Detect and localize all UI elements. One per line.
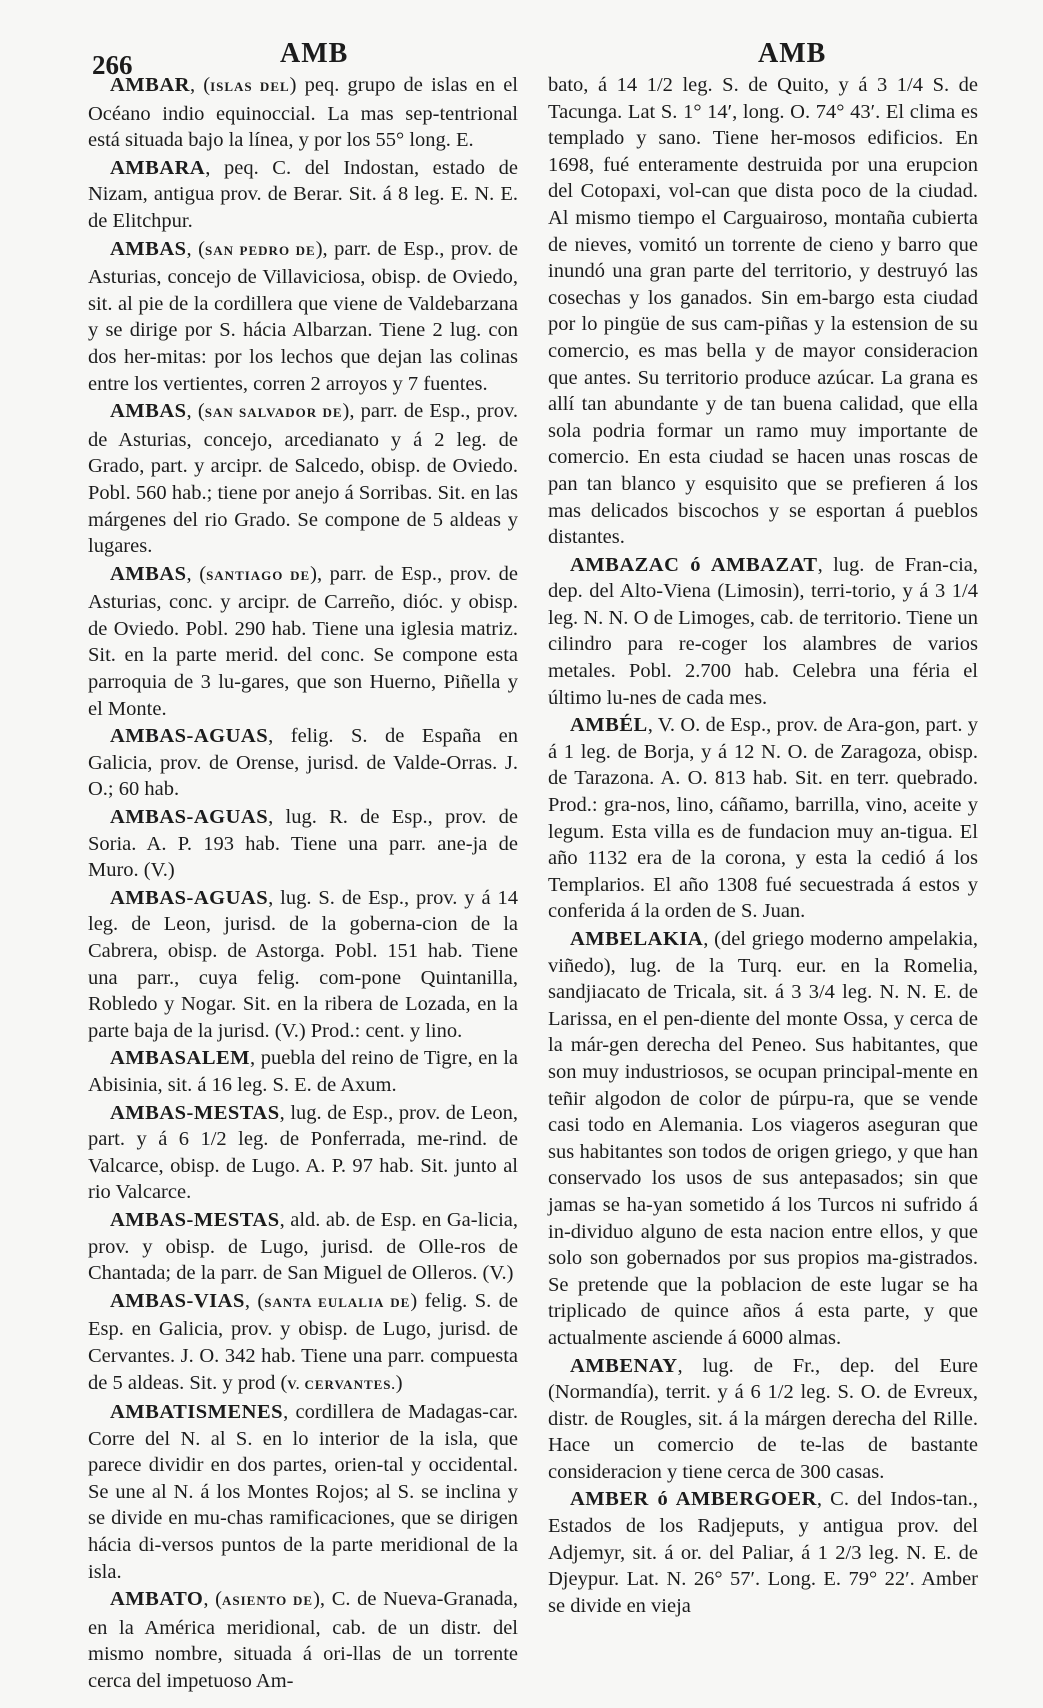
dictionary-entry [88, 885, 518, 1045]
entry-text: , ( [244, 1289, 265, 1312]
dictionary-entry [88, 1288, 518, 1398]
entry-text: , V. O. de Esp., prov. de Ara-gon, part. y á 1 leg. de Borja, y á 12 N. O. de Zaragoza, obisp. de Tarazona. A. O. 813 hab. Sit. en terr. quebrado. Prod.: gra-nos, lino, cáñamo, barrilla, vino, aceite y legum. Esta villa es de fundacion muy an-tigua. El año 1132 era de la corona, y esta la cedió á los Templarios. El año 1308 fué secuestrada á estos y conferida á la orden de S. Juan. [548, 714, 978, 923]
entry-text: , felig. S. de España en Galicia, prov. de Orense, jurisd. de Valde-Orras. J. O.; 60 hab. [88, 725, 518, 801]
entry-text: , cordillera de Madagas-car. Corre del N. al S. en lo interior de la isla, que parece dividir en dos partes, orien-tal y occidental. Se une al N. á los Montes Rojos; al S. se inclina y se divide en mu-chas ramificaciones, que se dirigen hácia di-versos puntos de la parte meridional de la isla. [88, 1401, 518, 1583]
entry-text: , lug. de Fran-cia, dep. del Alto-Viena (Limosin), terri-torio, y á 3 1/4 leg. N. N. O de Limoges, cab. de territorio. Tiene un cilindro para re-coger los alambres de varios metales. Pobl. 2.700 hab. Celebra una féria el último lu-nes de cada mes. [548, 553, 979, 709]
running-head-left: AMB [280, 38, 349, 69]
entry-headword: AMBAS-AGUAS [110, 886, 269, 909]
entry-text: , ( [186, 562, 207, 585]
entry-headword: AMBAS-AGUAS [110, 725, 269, 748]
entry-text: bato, á 14 1/2 leg. S. de Quito, y á 3 1/4 S. de Tacunga. Lat S. 1° 14′, long. O. 74° 43′. El clima es templado y sano. Tiene her-mosos edificios. En 1698, fué enteramente destruida por una erupcion del Cotopaxi, vol-can que dista poco de la ciudad. Al mismo tiempo el Carguairoso, montaña cubierta de nieves, vomitó un torrente de cieno y barro que inundó una gran parte del territorio, y destruyó las cosechas y los ganados. Sin em-bargo esta ciudad por lo pingüe de sus cam-piñas y la estension de su comercio, es mas bella y de mayor consideracion que antes. Su territorio produce azúcar. La grana es allí tan abundante y de tan buena calidad, que ella sola podria formar un ramo muy importante de comercio. En esta ciudad se hacen unas roscas de pan tan blanco y esquisito que se prefieren á los mas delicados biscochos y se esportan á pueblos distantes. [548, 74, 978, 549]
dictionary-entry [548, 552, 978, 712]
page-number: 266 [92, 50, 133, 80]
entry-text: , ald. ab. de Esp. en Ga-licia, prov. y obisp. de Lugo, jurisd. de Olle-ros de Chantada; de la parr. de San Miguel de Olleros. (V.) [88, 1208, 518, 1285]
entry-headword: AMBATO [110, 1588, 204, 1611]
entry-text: , ( [186, 400, 205, 423]
entry-text: , (del griego moderno ampelakia, viñedo), lug. de la Turq. eur. en la Romelia, sandjiacato de Tricala, sit. á 3 3/4 leg. N. N. E. de Larissa, en el pen-diente del monte Ossa, y cerca de la már-gen derecha del Peneo. Sus habitantes, que son muy industriosos, se ocupan principal-mente en teñir algodon de color de púrpu-ra, que se vende casi todo en Alemania. Los viageros aseguran que sus habitantes son todos de origen griego, y que han conservado los usos de sus antepasados; sin que jamas se ha-yan sometido á los Turcos ni sufrido á in-dividuo alguno de esta nacion entre ellos, y que solo son gobernados por sus propios ma-gistrados. Se pretende que la poblacion de este lugar se ha triplicado de quince años á esta parte, y que actualmente asciende á 6000 almas. [548, 928, 978, 1349]
dictionary-entry [88, 398, 518, 560]
entry-headword: AMBELAKIA [570, 928, 704, 950]
entry-text: , lug. de Esp., prov. de Leon, part. y á 6 1/2 leg. de Ponferrada, me-rind. de Valcarce, obisp. de Lugo. A. P. 97 hab. Sit. junto al rio Valcarce. [88, 1101, 518, 1204]
entry-text: ) [395, 1371, 403, 1394]
entry-smallcaps: SANTIAGO DE [206, 567, 311, 583]
entry-smallcaps: SAN PEDRO DE [204, 242, 316, 258]
entry-headword: AMBAS [110, 237, 187, 260]
dictionary-entry [88, 1207, 518, 1287]
entry-headword: AMBER ó AMBERGOER [570, 1488, 817, 1511]
dictionary-entry [88, 804, 518, 884]
entry-text: , peq. C. del Indostan, estado de Nizam, antigua prov. de Berar. Sit. á 8 leg. E. N. E. de Elitchpur. [88, 156, 518, 232]
entry-smallcaps: ASIENTO DE [221, 1593, 314, 1609]
entry-smallcaps: SAN SALVADOR DE [204, 405, 343, 421]
dictionary-entry [88, 72, 518, 154]
right-column [548, 72, 978, 1620]
dictionary-entry [548, 72, 978, 551]
entry-smallcaps: SANTA EULALIA DE [264, 1294, 411, 1310]
entry-text: ) peq. grupo de islas en el Océano indio equinoccial. La mas sep-tentrional está situada bajo la línea, y por los 55° long. E. [88, 74, 518, 152]
entry-headword: AMBARA [110, 156, 206, 179]
entry-headword: AMBENAY [570, 1354, 678, 1377]
entry-text: , lug. de Fr., dep. del Eure (Normandía), territ. y á 6 1/2 leg. S. O. de Evreux, distr. de Rougles, sit. á la márgen derecha del Rille. Hace un comercio de te-las de bastante consideracion y tiene cerca de 300 casas. [548, 1354, 978, 1483]
entry-text: , lug. S. de Esp., prov. y á 14 leg. de Leon, jurisd. de la goberna-cion de la Cabrera, obisp. de Astorga. Pobl. 151 hab. Tiene una parr., cuya felig. com-pone Quintanilla, Robledo y Nogar. Sit. en la ribera de Lozada, en la parte baja de la jurisd. (V.) Prod.: cent. y lino. [88, 886, 518, 1042]
entry-headword: AMBAS-MESTAS [110, 1208, 280, 1231]
entry-text: , puebla del reino de Tigre, en la Abisinia, sit. á 16 leg. S. E. de Axum. [88, 1047, 518, 1096]
entry-headword: AMBASALEM [110, 1047, 251, 1070]
entry-text: , lug. R. de Esp., prov. de Soria. A. P. 193 hab. Tiene una parr. ane-ja de Muro. (V.) [88, 806, 518, 882]
dictionary-entry [88, 1586, 518, 1694]
entry-headword: AMBAZAC ó AMBAZAT [570, 553, 818, 576]
entry-headword: AMBAS-VIAS [110, 1289, 245, 1312]
entry-text: , ( [203, 1588, 222, 1611]
entry-headword: AMBAS [110, 562, 187, 585]
entry-text: ) felig. S. de Esp. en Galicia, prov. y obisp. de Lugo, jurisd. de Cervantes. J. O. 342 hab. Tiene una parr. compuesta de 5 aldeas. Sit. y prod ( [88, 1289, 519, 1394]
entry-text: ), parr. de Esp., prov. de Asturias, concejo, arcedianato y á 2 leg. de Grado, part. y arcipr. de Salcedo, obisp. de Oviedo. Pobl. 560 hab.; tiene por anejo á Sorribas. Sit. en las márgenes del rio Grado. Se compone de 5 aldeas y lugares. [88, 400, 518, 558]
entry-headword: AMBAS-AGUAS [110, 806, 269, 829]
entry-headword: AMBÉL [570, 714, 648, 737]
dictionary-entry [548, 712, 978, 925]
entry-text: ), parr. de Esp., prov. de Asturias, concejo de Villaviciosa, obisp. de Oviedo, sit. al pie de la cordillera que viene de Valdebarzana y se dirige por S. hácia Albarzan. Tiene 2 lug. con dos her-mitas: por los lechos que dejan las colinas entre los vertientes, corren 2 arroyos y 7 fuentes. [88, 237, 518, 395]
dictionary-entry [88, 1399, 518, 1585]
entry-text: , ( [186, 237, 205, 260]
entry-smallcaps: ISLAS DEL [210, 79, 290, 94]
entry-text: ), C. de Nueva-Granada, en la América meridional, cab. de un distr. del mismo nombre, situada á ori-llas de un torrente cerca del impetuoso Am- [88, 1588, 519, 1693]
running-head-right: AMB [758, 38, 827, 69]
entry-headword: AMBAR [110, 74, 190, 96]
dictionary-entry [548, 1486, 978, 1619]
dictionary-entry [88, 236, 518, 398]
entry-text: , ( [189, 74, 211, 96]
entry-headword: AMBAS-MESTAS [110, 1101, 280, 1124]
left-column [88, 72, 518, 1696]
dictionary-entry [88, 723, 518, 803]
entry-text: ), parr. de Esp., prov. de Asturias, conc. y arcipr. de Carreño, dióc. y obisp. de Oviedo. Pobl. 290 hab. Tiene una iglesia matriz. Sit. en la parte merid. del conc. Se compone esta parroquia de 3 lu-gares, que son Huerno, Piñella y el Monte. [88, 562, 518, 720]
entry-text: , C. del Indos-tan., Estados de los Radjeputs, y antigua prov. del Adjemyr, sit. á or. del Paliar, á 1 2/3 leg. N. E. de Djeypur. Lat. N. 26° 57′. Long. E. 79° 22′. Amber se divide en vieja [548, 1488, 978, 1617]
dictionary-entry [548, 926, 978, 1352]
dictionary-entry [88, 155, 518, 235]
dictionary-entry [548, 1353, 978, 1486]
dictionary-entry [88, 1100, 518, 1206]
dictionary-entry [88, 561, 518, 723]
dictionary-entry [88, 1045, 518, 1098]
entry-headword: AMBAS [110, 400, 187, 423]
entry-smallcaps: V. CERVANTES. [287, 1376, 396, 1392]
entry-headword: AMBATISMENES [110, 1401, 284, 1424]
